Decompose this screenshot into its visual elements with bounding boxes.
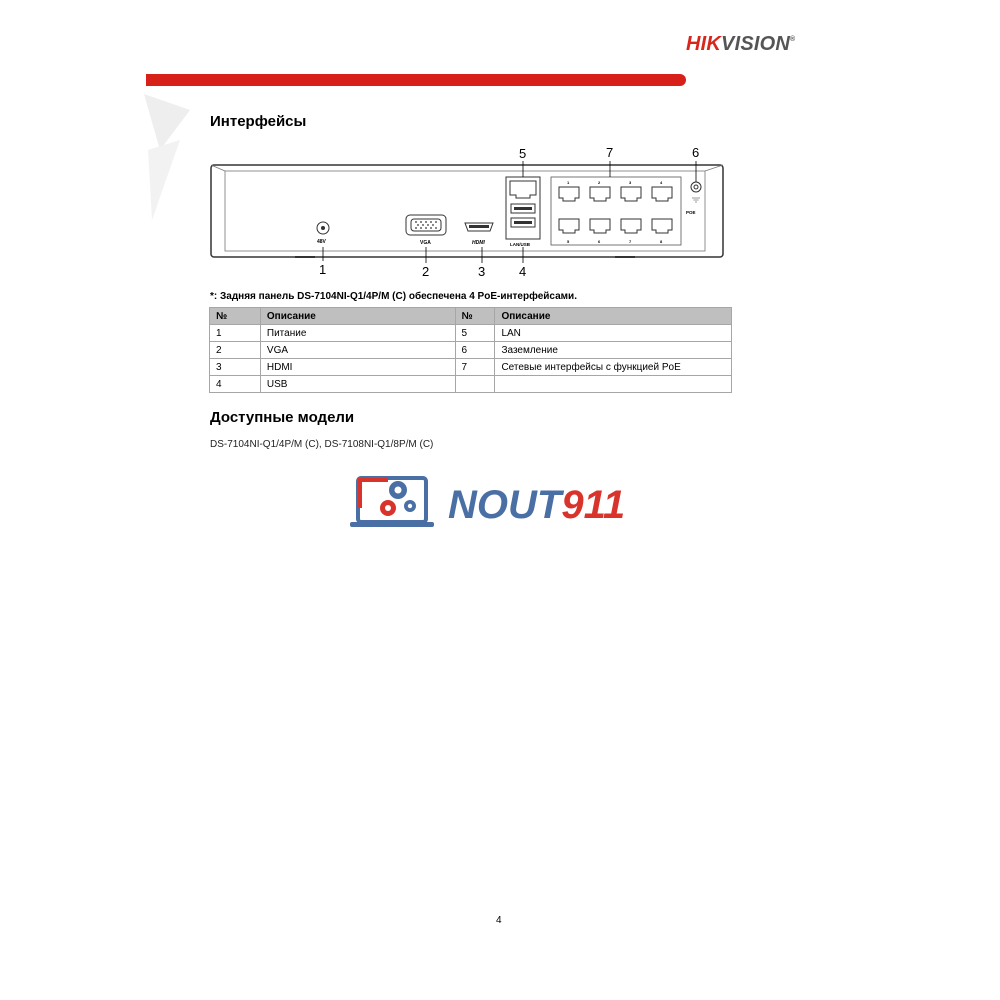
models-list: DS-7104NI-Q1/4P/M (C), DS-7108NI-Q1/8P/M (C) (210, 439, 434, 450)
table-cell (495, 376, 732, 393)
nout911-watermark (348, 468, 658, 532)
watermark-text-part2: 911 (561, 483, 626, 527)
port-number: 5 (567, 239, 570, 244)
table-header-cell: Описание (260, 308, 455, 325)
header-red-bar (146, 74, 686, 86)
table-row (210, 342, 732, 359)
port-number: 7 (629, 239, 632, 244)
table-cell: USB (260, 376, 455, 393)
port-number: 6 (598, 239, 601, 244)
port-number: 2 (598, 180, 601, 185)
watermark-text-part1: NOUT (448, 483, 562, 527)
power-label: 48V (317, 239, 326, 245)
callout-4: 4 (519, 264, 527, 279)
table-cell: Сетевые интерфейсы с функцией PoE (495, 359, 732, 376)
vga-label: VGA (420, 240, 431, 246)
port-number: 1 (567, 180, 570, 185)
table-cell: LAN (495, 325, 732, 342)
lanusb-label: LAN/USB (510, 242, 530, 247)
table-cell: 6 (455, 342, 495, 359)
hikvision-logo: HIKVISION® (686, 33, 796, 55)
table-cell (455, 376, 495, 393)
interfaces-table (209, 307, 732, 393)
table-cell: VGA (260, 342, 455, 359)
callout-2: 2 (422, 264, 430, 279)
table-cell: 3 (210, 359, 261, 376)
table-header-cell: № (210, 308, 261, 325)
section-title-models: Доступные модели (210, 409, 355, 426)
panel-note: *: Задняя панель DS-7104NI-Q1/4P/M (C) обеспечена 4 PoE-интерфейсами. (210, 291, 577, 302)
callout-5: 5 (519, 146, 527, 161)
table-header-row (210, 308, 732, 325)
table-cell: 4 (210, 376, 261, 393)
table-cell: HDMI (260, 359, 455, 376)
callout-7: 7 (606, 145, 614, 160)
table-header-cell: Описание (495, 308, 732, 325)
port-number: 4 (660, 180, 663, 185)
port-number: 8 (660, 239, 663, 244)
table-cell: 7 (455, 359, 495, 376)
page-number: 4 (496, 915, 502, 926)
decorative-shape (140, 90, 200, 230)
svg-text:NOUT911 (448, 483, 625, 527)
port-number: 3 (629, 180, 632, 185)
callout-6: 6 (692, 145, 700, 160)
table-cell: Питание (260, 325, 455, 342)
table-header-cell: № (455, 308, 495, 325)
hdmi-label: HDMI (472, 240, 485, 246)
table-cell: 1 (210, 325, 261, 342)
table-cell: 2 (210, 342, 261, 359)
callout-3: 3 (478, 264, 486, 279)
table-row (210, 325, 732, 342)
rear-panel-diagram (205, 143, 735, 283)
table-cell: 5 (455, 325, 495, 342)
callout-1: 1 (319, 262, 327, 277)
section-title-interfaces: Интерфейсы (210, 113, 307, 130)
table-row (210, 359, 732, 376)
table-cell: Заземление (495, 342, 732, 359)
poe-label: POE (686, 210, 696, 215)
table-row (210, 376, 732, 393)
